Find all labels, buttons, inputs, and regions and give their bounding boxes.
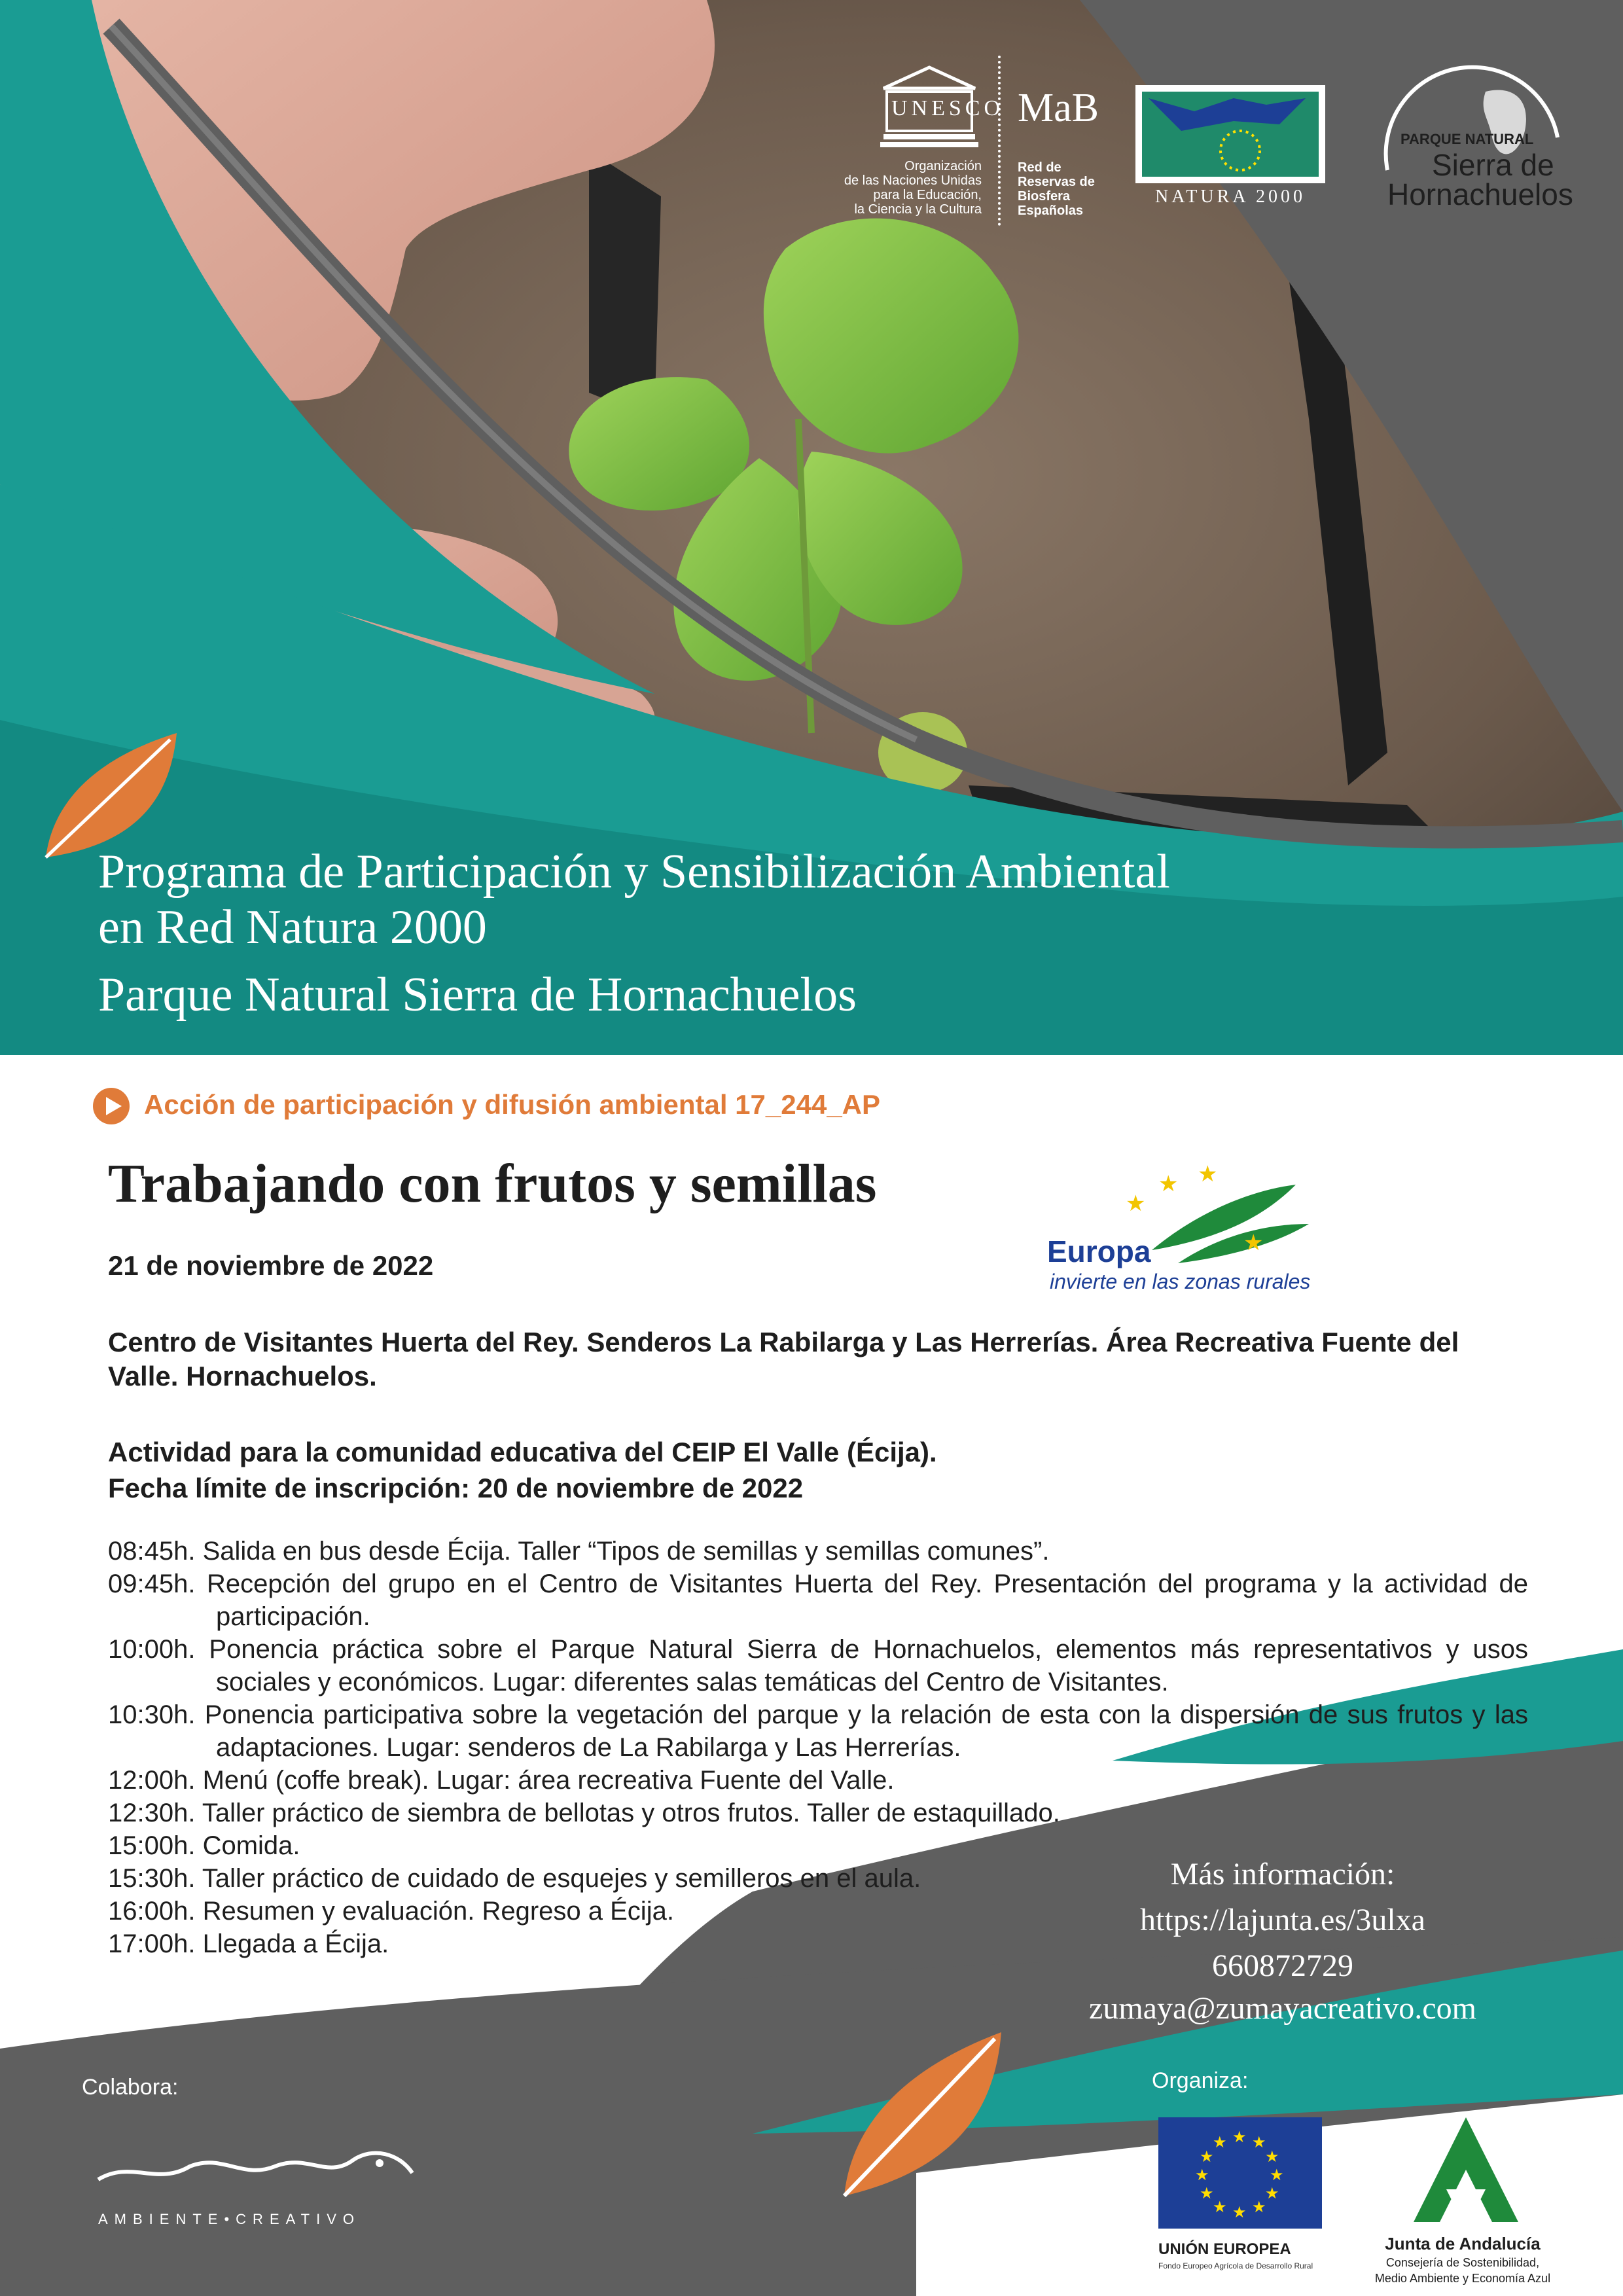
more-info-email[interactable]: zumaya@zumayacreativo.com [1089, 1991, 1476, 2026]
junta-logo [1355, 2111, 1571, 2287]
orange-leaf-icon [838, 2026, 1008, 2202]
park-logo [1361, 59, 1577, 229]
banner-line-3: Parque Natural Sierra de Hornachuelos [98, 968, 857, 1022]
zumaya-bird-icon [92, 2134, 419, 2206]
page-title: Trabajando con frutos y semillas [108, 1153, 877, 1214]
eu-sub: Fondo Europeo Agrícola de Desarrollo Rural [1158, 2261, 1313, 2270]
unesco-caption: Organización de las Naciones Unidas para la Educación, la Ciencia y la Cultura [844, 159, 982, 217]
svg-text:★: ★ [1198, 1165, 1218, 1187]
svg-text:★: ★ [1232, 2128, 1247, 2146]
junta-emblem-icon [1400, 2111, 1531, 2229]
unesco-logo [831, 62, 1005, 219]
junta-sub2: Medio Ambiente y Economía Azul [1374, 2272, 1551, 2285]
svg-text:★: ★ [1213, 2133, 1227, 2151]
europa-tagline: invierte en las zonas rurales [1050, 1270, 1311, 1293]
schedule-item: 17:00h. Llegada a Écija. [108, 1929, 389, 1958]
schedule-item: 12:00h. Menú (coffe break). Lugar: área recreativa Fuente del Valle. [108, 1766, 895, 1795]
event-deadline: Fecha límite de inscripción: 20 de noviembre de 2022 [108, 1473, 804, 1503]
zumaya-tagline: AMBIENTE•CREATIVO [98, 2211, 361, 2227]
zumaya-logo [92, 2134, 419, 2238]
junta-sub1: Consejería de Sostenibilidad, [1385, 2256, 1540, 2269]
schedule-item: 09:45h. Recepción del grupo en el Centro de Visitantes Huerta del Rey. Presentación del programa y la actividad de participación. [108, 1570, 1528, 1631]
natura-text: NATURA 2000 [1154, 187, 1306, 207]
svg-text:★: ★ [1200, 2184, 1214, 2202]
svg-text:★: ★ [1232, 2203, 1247, 2221]
eu-logo [1158, 2117, 1322, 2287]
svg-text:★: ★ [1252, 2133, 1266, 2151]
natura-2000-logo [1135, 85, 1325, 216]
svg-text:★: ★ [1265, 2184, 1279, 2202]
svg-text:★: ★ [1213, 2198, 1227, 2216]
park-line3: Hornachuelos [1387, 177, 1573, 211]
svg-text:★: ★ [1195, 2166, 1209, 2184]
banner-line-1: Programa de Participación y Sensibilización Ambiental [98, 845, 1170, 899]
mab-divider [998, 56, 1001, 226]
eu-flag-icon [1158, 2117, 1322, 2229]
unesco-text: UNESCO [891, 96, 1005, 120]
mab-caption: Red de Reservas de Biosfera Españolas [1018, 160, 1095, 218]
organiza-label: Organiza: [1152, 2068, 1249, 2093]
schedule-item: 10:30h. Ponencia participativa sobre la vegetación del parque y la relación de esta con la dispersión de sus frutos y las adaptaciones. Lugar: senderos de La Rabilarga y Las Herrerías. [108, 1700, 1528, 1762]
svg-text:★: ★ [1270, 2166, 1284, 2184]
more-info-url[interactable]: https://lajunta.es/3ulxa [1140, 1903, 1425, 1937]
more-info-phone[interactable]: 660872729 [1212, 1948, 1353, 1983]
schedule-item: 15:30h. Taller práctico de cuidado de esquejes y semilleros en el aula. [108, 1864, 921, 1893]
svg-text:★: ★ [1243, 1230, 1264, 1256]
colabora-label: Colabora: [82, 2075, 179, 2100]
schedule-item: 08:45h. Salida en bus desde Écija. Taller “Tipos de semillas y semillas comunes”. [108, 1537, 1050, 1566]
eu-label: UNIÓN EUROPEA [1158, 2240, 1291, 2258]
mab-logo [1011, 59, 1116, 229]
europa-name: Europa [1047, 1234, 1151, 1268]
play-arrow-icon [92, 1086, 131, 1126]
banner-line-2: en Red Natura 2000 [98, 901, 487, 954]
event-location: Centro de Visitantes Huerta del Rey. Senderos La Rabilarga y Las Herrerías. Área Recreativa Fuente del Valle. Hornachuelos. [108, 1327, 1459, 1391]
schedule-list [108, 1535, 1528, 1960]
mab-text: MaB [1018, 86, 1099, 130]
park-line2: Sierra de [1432, 148, 1554, 182]
more-info-heading: Más información: [1170, 1857, 1395, 1892]
park-line1: PARQUE NATURAL [1400, 131, 1534, 147]
svg-text:★: ★ [1252, 2198, 1266, 2216]
schedule-item: 15:00h. Comida. [108, 1831, 300, 1860]
natura-bird-icon [1135, 85, 1325, 183]
svg-text:★: ★ [1126, 1191, 1146, 1217]
europa-rural-logo [1047, 1165, 1322, 1309]
event-audience: Actividad para la comunidad educativa del CEIP El Valle (Écija). [108, 1437, 937, 1467]
event-date: 21 de noviembre de 2022 [108, 1250, 434, 1281]
svg-text:★: ★ [1158, 1171, 1179, 1197]
schedule-item: 12:30h. Taller práctico de siembra de bellotas y otros frutos. Taller de estaquillado. [108, 1799, 1060, 1827]
junta-label: Junta de Andalucía [1385, 2234, 1541, 2253]
action-label: Acción de participación y difusión ambiental 17_244_AP [144, 1089, 881, 1120]
schedule-item: 16:00h. Resumen y evaluación. Regreso a Écija. [108, 1897, 674, 1926]
svg-text:★: ★ [1265, 2147, 1279, 2166]
svg-text:★: ★ [1200, 2147, 1214, 2166]
schedule-item: 10:00h. Ponencia práctica sobre el Parque Natural Sierra de Hornachuelos, elementos más representativos y usos sociales y económicos. Lugar: diferentes salas temáticas del Centro de Visitantes. [108, 1635, 1528, 1696]
